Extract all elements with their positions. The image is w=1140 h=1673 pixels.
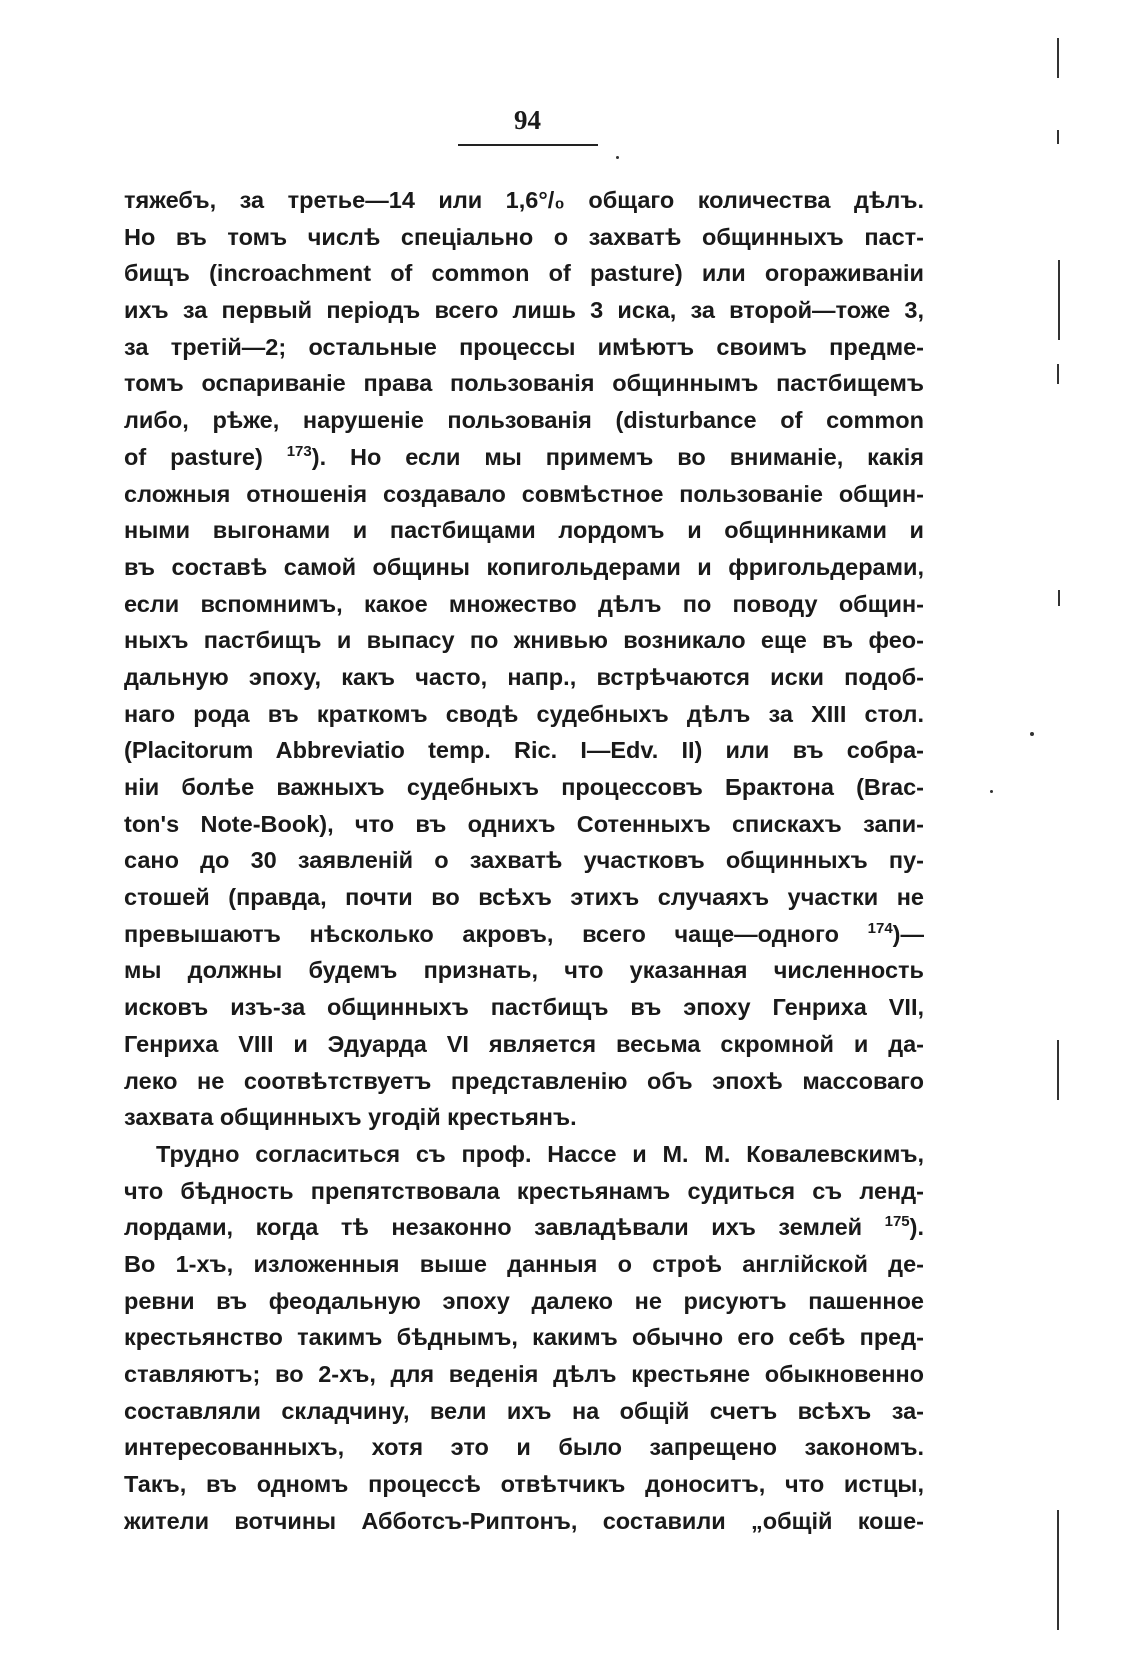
text-line [124, 329, 924, 366]
text-segment: ). [909, 1214, 924, 1241]
text-line [124, 806, 924, 843]
scan-edge-mark [1057, 1040, 1059, 1100]
body-text [124, 182, 924, 1539]
text-segment: исковъ изъ-за общинныхъ пастбищъ въ эпоху Генриха VII, [124, 994, 924, 1021]
text-line [124, 659, 924, 696]
text-segment: захвата общинныхъ угодій крестьянъ. [124, 1104, 577, 1131]
scan-dot [1030, 732, 1034, 736]
scan-edge-mark [1057, 1510, 1059, 1630]
text-segment: жители вотчины Абботсъ-Риптонъ, составили „общій коше- [124, 1507, 924, 1534]
footnote-ref[interactable]: 173 [286, 442, 312, 460]
text-line [124, 622, 924, 659]
text-line [124, 1393, 924, 1430]
text-segment: за третій—2; остальные процессы имѣютъ своимъ предме- [124, 333, 924, 360]
text-segment: составляли складчину, вели ихъ на общій счетъ всѣхъ за- [124, 1397, 924, 1424]
scan-edge-mark [1057, 364, 1059, 384]
text-segment: интересованныхъ, хотя это и было запрещено закономъ. [124, 1434, 924, 1461]
text-line [124, 365, 924, 402]
text-line [124, 1136, 924, 1173]
text-line [124, 1063, 924, 1100]
text-line [124, 842, 924, 879]
text-segment: сано до 30 заявленій о захватѣ участковъ общинныхъ пу- [124, 847, 924, 874]
text-segment: если вспомнимъ, какое множество дѣлъ по поводу общин- [124, 590, 924, 617]
text-segment: мы должны будемъ признать, что указанная численность [124, 957, 924, 984]
scan-edge-mark [1058, 590, 1060, 606]
text-line [124, 549, 924, 586]
text-segment: тяжебъ, за третье—14 или 1,6°/₀ общаго количества дѣлъ. [124, 187, 924, 213]
text-segment: Во 1-хъ, изложенныя выше данныя о строѣ англійской де- [124, 1250, 924, 1277]
text-segment: бищъ (incroachment of common of pasture) или огораживаніи [124, 260, 924, 287]
text-segment: дальную эпоху, какъ часто, напр., встрѣчаются иски подоб- [124, 663, 924, 690]
text-line [124, 255, 924, 292]
footnote-ref[interactable]: 174 [867, 919, 893, 937]
text-segment: ревни въ феодальную эпоху далеко не рисуютъ пашенное [124, 1287, 924, 1314]
text-line [124, 182, 924, 219]
footnote-ref[interactable]: 175 [884, 1213, 910, 1231]
text-line [124, 1173, 924, 1210]
text-segment: крестьянство такимъ бѣднымъ, какимъ обычно его себѣ пред- [124, 1324, 924, 1351]
text-line [124, 512, 924, 549]
page-number: 94 [514, 105, 541, 135]
text-segment: стошей (правда, почти во всѣхъ этихъ случаяхъ участки не [124, 884, 924, 911]
text-segment: въ составѣ самой общины копигольдерами и фригольдерами, [124, 553, 924, 580]
text-segment: превышаютъ нѣсколько акровъ, всего чаще—одного [124, 920, 868, 947]
text-line [124, 1356, 924, 1393]
text-line [124, 769, 924, 806]
text-line [124, 292, 924, 329]
text-segment: ton's Note-Book), что въ однихъ Сотенныхъ спискахъ запи- [124, 810, 924, 837]
text-line [124, 219, 924, 256]
text-line [124, 879, 924, 916]
text-segment: Генриха VIII и Эдуарда VI является весьма скромной и да- [124, 1030, 924, 1057]
scan-edge-mark [1057, 130, 1059, 144]
text-segment: ). Но если мы примемъ во вниманіе, какія [311, 443, 924, 470]
text-segment: )— [892, 920, 924, 947]
text-segment: лордами, когда тѣ незаконно завладѣвали ихъ землей [124, 1214, 885, 1241]
text-segment: ными выгонами и пастбищами лордомъ и общинниками и [124, 517, 924, 544]
text-line [124, 1466, 924, 1503]
text-segment: сложныя отношенія создавало совмѣстное пользованіе общин- [124, 480, 924, 507]
scan-dot [616, 156, 619, 159]
text-segment: (Placitorum Abbreviatio temp. Ric. I—Edv. II) или въ собра- [124, 737, 924, 764]
text-line [124, 586, 924, 623]
text-segment: Такъ, въ одномъ процессѣ отвѣтчикъ доноситъ, что истцы, [124, 1471, 924, 1498]
text-line [124, 696, 924, 733]
scan-edge-mark [1058, 260, 1060, 340]
text-segment: наго рода въ краткомъ сводѣ судебныхъ дѣлъ за XIII стол. [124, 700, 924, 727]
text-line [124, 1429, 924, 1466]
text-segment: ныхъ пастбищъ и выпасу по жнивью возникало еще въ фео- [124, 627, 924, 654]
text-segment: либо, рѣже, нарушеніе пользованія (disturbance of common [124, 407, 924, 434]
text-line [124, 1209, 924, 1246]
text-segment: of pasture) [124, 443, 287, 470]
text-line [124, 1283, 924, 1320]
text-line [124, 476, 924, 513]
text-segment: Но въ томъ числѣ спеціально о захватѣ общинныхъ паст- [124, 223, 924, 250]
text-line [124, 989, 924, 1026]
text-line [124, 1246, 924, 1283]
text-segment: ставляютъ; во 2-хъ, для веденія дѣлъ крестьяне обыкновенно [124, 1361, 924, 1387]
text-line [124, 1319, 924, 1356]
text-segment: томъ оспариваніе права пользованія общиннымъ пастбищемъ [124, 370, 924, 397]
scan-edge-mark [1057, 38, 1059, 78]
text-segment: леко не соотвѣтствуетъ представленію объ эпохѣ массоваго [124, 1067, 924, 1094]
text-line [124, 439, 924, 476]
text-segment: Трудно согласиться съ проф. Нассе и М. М. Ковалевскимъ, [156, 1140, 924, 1167]
text-line [124, 1026, 924, 1063]
text-segment: ихъ за первый періодъ всего лишь 3 иска, за второй—тоже 3, [124, 297, 924, 324]
page-number-rule [458, 144, 598, 146]
text-segment: что бѣдность препятствовала крестьянамъ судиться съ ленд- [124, 1177, 924, 1204]
text-line [124, 1503, 924, 1540]
text-segment: ніи болѣе важныхъ судебныхъ процессовъ Брактона (Brac- [124, 774, 924, 800]
scan-dot [990, 790, 993, 793]
text-line [124, 732, 924, 769]
text-line [124, 952, 924, 989]
text-line [124, 402, 924, 439]
text-line [124, 916, 924, 953]
text-line [124, 1099, 924, 1136]
